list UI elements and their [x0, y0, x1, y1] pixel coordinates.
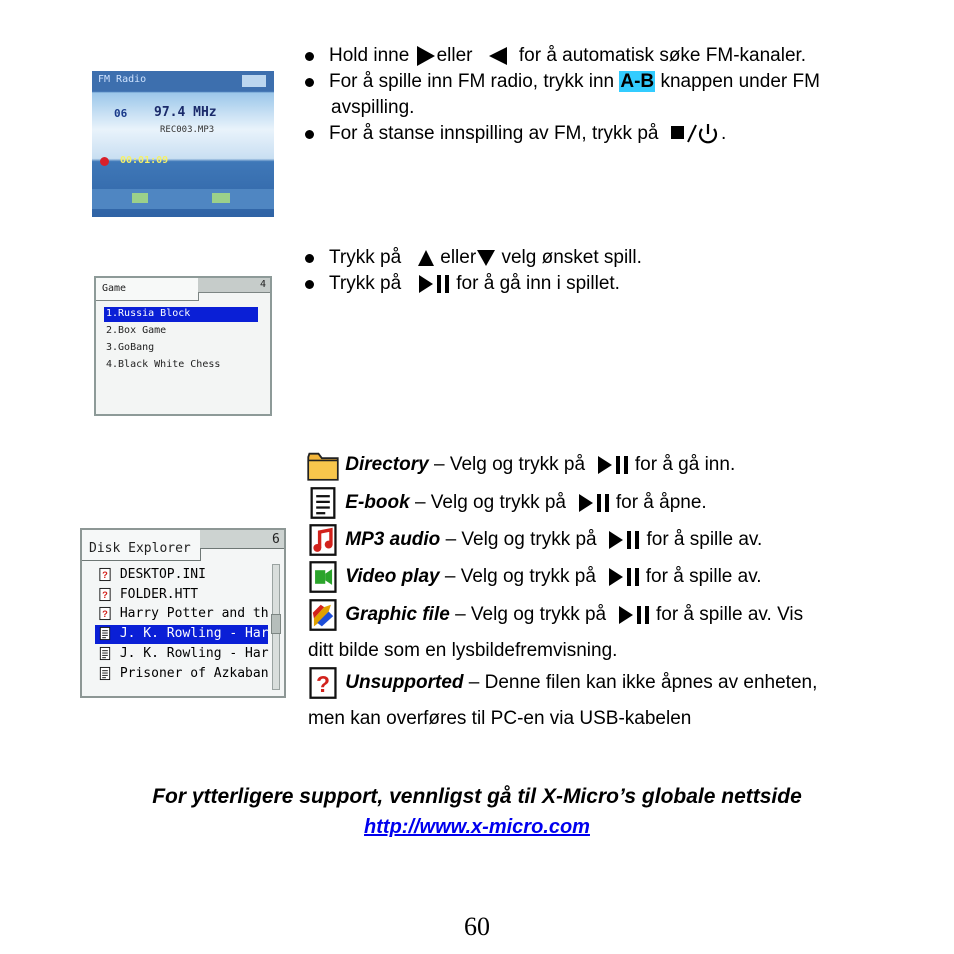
- ebook-icon: [306, 486, 340, 520]
- scrollbar-thumb[interactable]: [271, 614, 281, 634]
- disk-explorer-screen: [80, 528, 286, 698]
- battery-icon: [242, 75, 266, 87]
- file-type-text: – Denne filen kan ikke åpnes av enheten,: [463, 672, 818, 694]
- fm-bullet-1: Hold inne eller for å automatisk søke FM-kanaler.: [329, 45, 807, 66]
- mp3-icon: [306, 523, 340, 557]
- file-type-post: for å spille av.: [645, 566, 762, 588]
- file-type-text: – Velg og trykk på: [440, 529, 597, 551]
- fm-frequency: 97.4 MHz: [154, 105, 217, 120]
- game-item-3[interactable]: 3.GoBang: [106, 342, 155, 353]
- game-item-2[interactable]: 2.Box Game: [106, 325, 167, 336]
- mode-icon: [212, 193, 230, 203]
- bullet: [305, 130, 314, 139]
- game-page-number: 4: [260, 279, 267, 290]
- fm-record-time: 00:01:09: [120, 155, 169, 166]
- explorer-row-name: DESKTOP.INI: [119, 567, 206, 582]
- bullet: [305, 254, 314, 263]
- explorer-page-number: 6: [272, 532, 280, 547]
- play-left-icon: [488, 46, 508, 66]
- graphic-icon: [306, 598, 340, 632]
- unsupported-icon: [306, 666, 340, 700]
- game-item-4[interactable]: 4.Black White Chess: [106, 359, 221, 370]
- file-type-cont: men kan overføres til PC-en via USB-kabelen: [308, 708, 692, 729]
- explorer-row-name: J. K. Rowling - Har: [119, 626, 269, 642]
- bullet: [305, 78, 314, 87]
- game-bullet-2: Trykk på for å gå inn i spillet.: [329, 273, 620, 294]
- game-tab-title: Game: [102, 283, 127, 294]
- file-type-ebook: [306, 486, 707, 520]
- explorer-row-name: Prisoner of Azkaban: [119, 665, 269, 681]
- file-type-text: – Velg og trykk på: [439, 566, 596, 588]
- file-type-label: Video play: [345, 566, 440, 588]
- explorer-row-name: J. K. Rowling - Har: [119, 645, 269, 661]
- explorer-row-name: FOLDER.HTT: [119, 586, 199, 602]
- svg-text:?: ?: [102, 609, 108, 620]
- file-type-text: – Velg og trykk på: [409, 492, 566, 514]
- down-arrow-icon: [476, 248, 496, 268]
- unsupported-icon: [98, 587, 112, 602]
- explorer-row[interactable]: [98, 604, 269, 623]
- game-bullet-1: Trykk på eller velg ønsket spill.: [329, 247, 642, 268]
- support-text: For ytterligere support, vennligst gå til X-Micro’s globale nettside: [152, 785, 802, 808]
- bullet: [305, 280, 314, 289]
- play-pause-icon: [607, 566, 641, 588]
- file-type-label: E-book: [345, 492, 410, 514]
- file-type-label: MP3 audio: [345, 529, 441, 551]
- file-type-folder: [306, 448, 735, 482]
- svg-text:?: ?: [102, 589, 108, 600]
- website-link[interactable]: http://www.x-micro.com: [364, 816, 590, 838]
- play-pause-icon: [577, 492, 611, 514]
- ab-button-badge: A-B: [620, 71, 655, 92]
- file-type-video: [306, 560, 762, 594]
- mode-icon: [132, 193, 148, 203]
- unsupported-icon: [98, 606, 112, 621]
- file-type-graphic: [306, 598, 803, 632]
- explorer-row-name: Harry Potter and th: [119, 606, 269, 622]
- play-pause-icon: [596, 454, 630, 476]
- svg-text:?: ?: [102, 570, 108, 581]
- file-type-label: Graphic file: [345, 604, 450, 626]
- explorer-row[interactable]: [98, 624, 269, 643]
- svg-text:?: ?: [316, 671, 330, 698]
- fm-record-file: REC003.MP3: [160, 125, 215, 135]
- fm-bullet-3: For å stanse innspilling av FM, trykk på .: [329, 123, 727, 144]
- file-type-post: for å spille av. Vis: [655, 604, 804, 626]
- file-type-post: for å spille av.: [646, 529, 763, 551]
- fm-bullet-2-cont: avspilling.: [331, 97, 415, 118]
- file-type-text: – Velg og trykk på: [428, 454, 586, 476]
- ebook-icon: [98, 626, 112, 641]
- play-right-icon: [415, 45, 437, 67]
- game-screen: [94, 276, 272, 416]
- bullet: [305, 52, 314, 61]
- file-type-post: for å åpne.: [615, 492, 707, 514]
- unsupported-icon: [98, 567, 112, 582]
- explorer-row[interactable]: [98, 644, 269, 663]
- ebook-icon: [98, 646, 112, 661]
- folder-icon: [306, 448, 340, 482]
- file-type-unsupported: [306, 666, 817, 700]
- play-pause-icon: [617, 604, 651, 626]
- play-pause-icon: [607, 529, 641, 551]
- play-pause-icon: [417, 273, 451, 295]
- stop-power-icon: [669, 123, 721, 145]
- file-type-cont: ditt bilde som en lysbildefremvisning.: [308, 640, 618, 661]
- ebook-icon: [98, 666, 112, 681]
- fm-bullet-2: For å spille inn FM radio, trykk inn A-B knappen under FM: [329, 71, 820, 92]
- page-number: 60: [464, 912, 490, 941]
- record-dot-icon: [100, 157, 109, 166]
- fm-channel: 06: [114, 107, 128, 120]
- explorer-row[interactable]: [98, 585, 198, 604]
- video-icon: [306, 560, 340, 594]
- file-type-label: Unsupported: [345, 672, 464, 694]
- file-type-post: for å gå inn.: [634, 454, 736, 476]
- explorer-row[interactable]: [98, 664, 269, 683]
- game-item-1[interactable]: 1.Russia Block: [106, 308, 191, 319]
- fm-radio-screen: [92, 71, 274, 217]
- explorer-tab-title: Disk Explorer: [89, 541, 191, 556]
- file-type-label: Directory: [345, 454, 429, 476]
- file-type-text: – Velg og trykk på: [449, 604, 607, 626]
- up-arrow-icon: [417, 248, 435, 268]
- fm-screen-title: FM Radio: [98, 74, 147, 85]
- file-type-mp3: [306, 523, 762, 557]
- explorer-row[interactable]: [98, 565, 206, 584]
